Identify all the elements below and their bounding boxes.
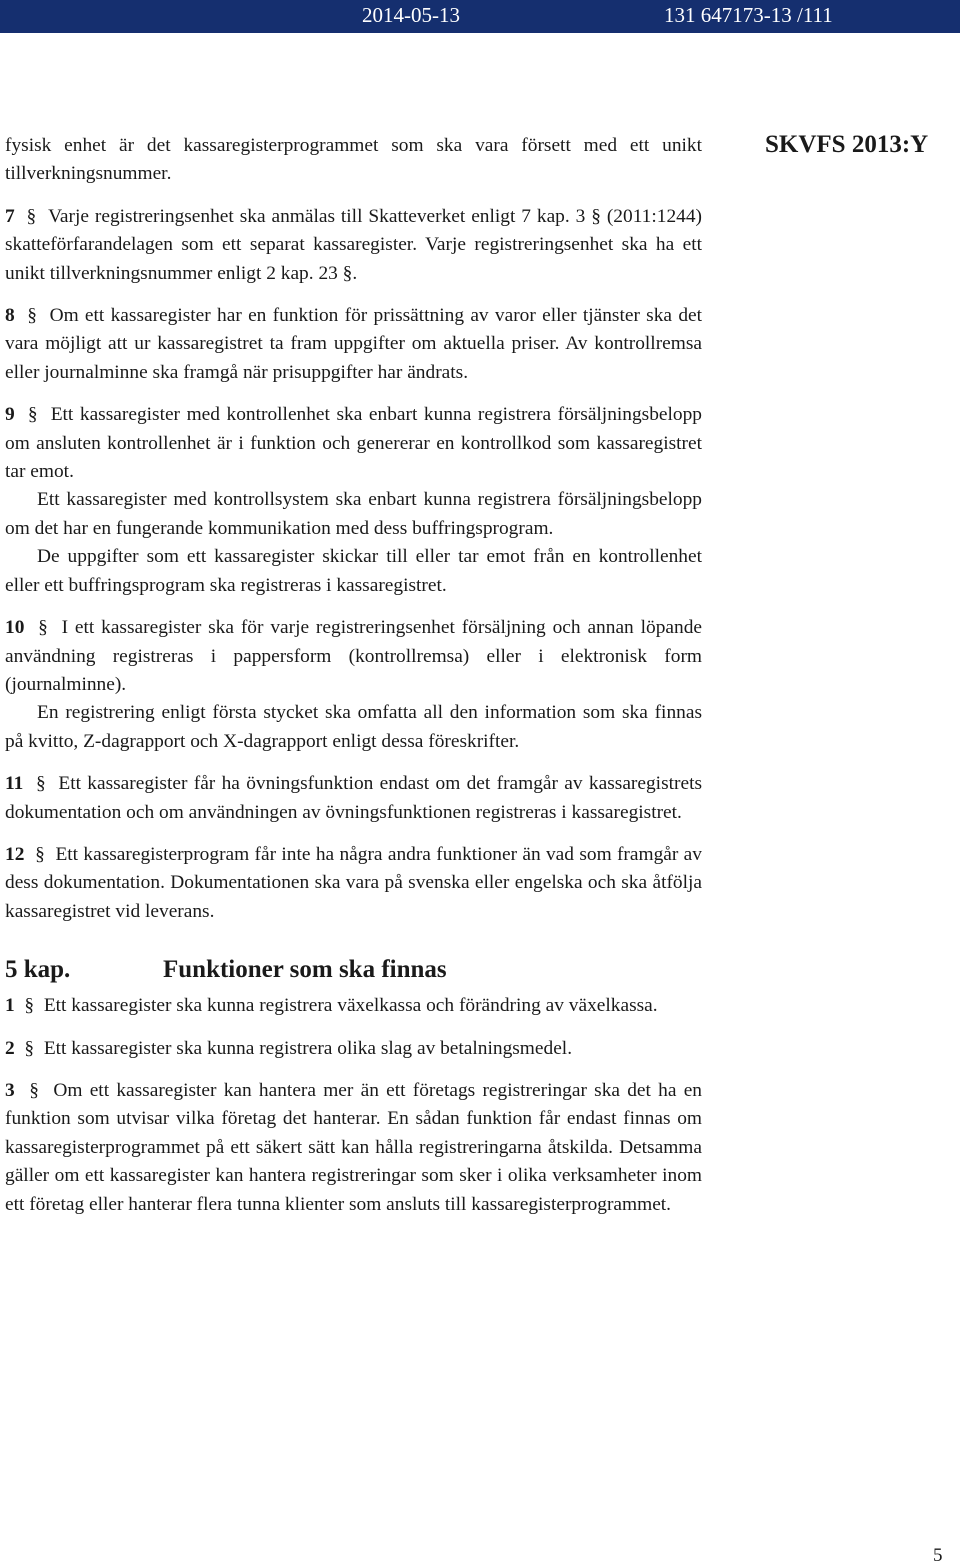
section-sign: § (35, 843, 45, 865)
paragraph-text: Om ett kassaregister kan hantera mer än ett företags registreringar ska det ha en funktion som utvisar vilka företag det hanterar. En sådan funktion får endast finnas om kassaregisterprogrammet på ett säkert sätt kan hålla registreringarna åtskilda. Detsamma gäller om ett kassaregister kan hantera registreringar som sker i olika verksamheter inom ett företag eller hanterar flera tunna klienter som ansluts till kassaregisterprogrammet. (5, 1079, 702, 1215)
section-number: 1 (5, 995, 15, 1017)
header-bar (0, 0, 960, 33)
document-body (5, 132, 702, 1219)
chapter-title: Funktioner som ska finnas (163, 956, 447, 984)
section-number: 12 (5, 843, 25, 865)
intro-text: fysisk enhet är det kassaregisterprogrammet som ska vara försett med ett unikt tillverkningsnummer. (5, 135, 702, 185)
paragraph-text: Ett kassaregister ska kunna registrera olika slag av betalningsmedel. (43, 1037, 573, 1059)
paragraph-10-continued-1: En registrering enligt första stycket ska omfatta all den information som ska finnas på kvitto, Z-dagrapport och X-dagrapport enligt dessa föreskrifter. (5, 702, 702, 752)
paragraph-9-continued-2: De uppgifter som ett kassaregister skickar till eller tar emot från en kontrollenhet eller ett buffringsprogram ska registreras i kassaregistret. (5, 546, 702, 596)
chapter-paragraph-3 (5, 1077, 702, 1219)
section-sign: § (27, 404, 38, 426)
section-number: 8 (5, 305, 15, 327)
chapter-heading (5, 954, 702, 986)
paragraph-10 (5, 614, 702, 699)
paragraph-text: Varje registreringsenhet ska anmälas till Skatteverket enligt 7 kap. 3 § (2011:1244) skatteförfarandelagen som ett separat kassaregister. Varje registreringsenhet ska ha ett unikt tillverkningsnummer enligt 2 kap. 23 §. (5, 205, 702, 284)
chapter-paragraph-2 (5, 1035, 702, 1063)
section-sign: § (26, 205, 37, 227)
paragraph-11 (5, 770, 702, 827)
section-number: 3 (5, 1079, 15, 1101)
section-sign: § (38, 617, 48, 639)
paragraph-9 (5, 401, 702, 486)
page-number: 5 (933, 1545, 943, 1566)
section-number: 9 (5, 404, 15, 426)
section-sign: § (24, 995, 35, 1017)
paragraph-text: Ett kassaregister med kontrollenhet ska enbart kunna registrera försäljningsbelopp om ansluten kontrollenhet är i funktion och genererar en kontrollkod som kassaregistret tar emot. (5, 404, 702, 483)
section-sign: § (24, 1037, 35, 1059)
paragraph-9-continued-1: Ett kassaregister med kontrollsystem ska enbart kunna registrera försäljningsbelopp om det har en fungerande kommunikation med dess buffringsprogram. (5, 489, 702, 539)
paragraph-7 (5, 203, 702, 288)
paragraph-text: Ett kassaregister ska kunna registrera växelkassa och förändring av växelkassa. (43, 995, 658, 1017)
section-number: 10 (5, 617, 25, 639)
series-label: SKVFS 2013:Y (765, 131, 929, 158)
header-reference: 131 647173-13 /111 (664, 3, 833, 27)
section-sign: § (35, 773, 46, 795)
chapter-number: 5 kap. (5, 956, 71, 984)
paragraph-text: Ett kassaregisterprogram får inte ha några andra funktioner än vad som framgår av dess dokumentation. Dokumentationen ska vara på svenska eller engelska och ska åtfölja kassaregistret vid leverans. (5, 843, 702, 922)
paragraph-12 (5, 841, 702, 926)
paragraph-text: I ett kassaregister ska för varje registreringsenhet försäljning och annan löpande användning registreras i pappersform (kontrollremsa) eller i elektronisk form (journalminne). (5, 617, 702, 695)
section-number: 7 (5, 205, 15, 227)
section-number: 11 (5, 773, 24, 795)
paragraph-text: Om ett kassaregister har en funktion för prissättning av varor eller tjänster ska det vara möjligt att ur kassaregistret ta fram uppgifter om aktuella priser. Av kontrollremsa eller journalminne ska framgå när prisuppgifter har ändrats. (5, 305, 703, 383)
header-date: 2014-05-13 (362, 3, 460, 27)
paragraph-8 (5, 302, 702, 387)
section-number: 2 (5, 1037, 15, 1059)
chapter-paragraph-1 (5, 992, 702, 1020)
paragraph-text: Ett kassaregister får ha övningsfunktion endast om det framgår av kassaregistrets dokumentation och om användningen av övningsfunktionen registreras i kassaregistret. (5, 773, 703, 823)
section-sign: § (27, 305, 37, 327)
section-sign: § (29, 1079, 39, 1101)
